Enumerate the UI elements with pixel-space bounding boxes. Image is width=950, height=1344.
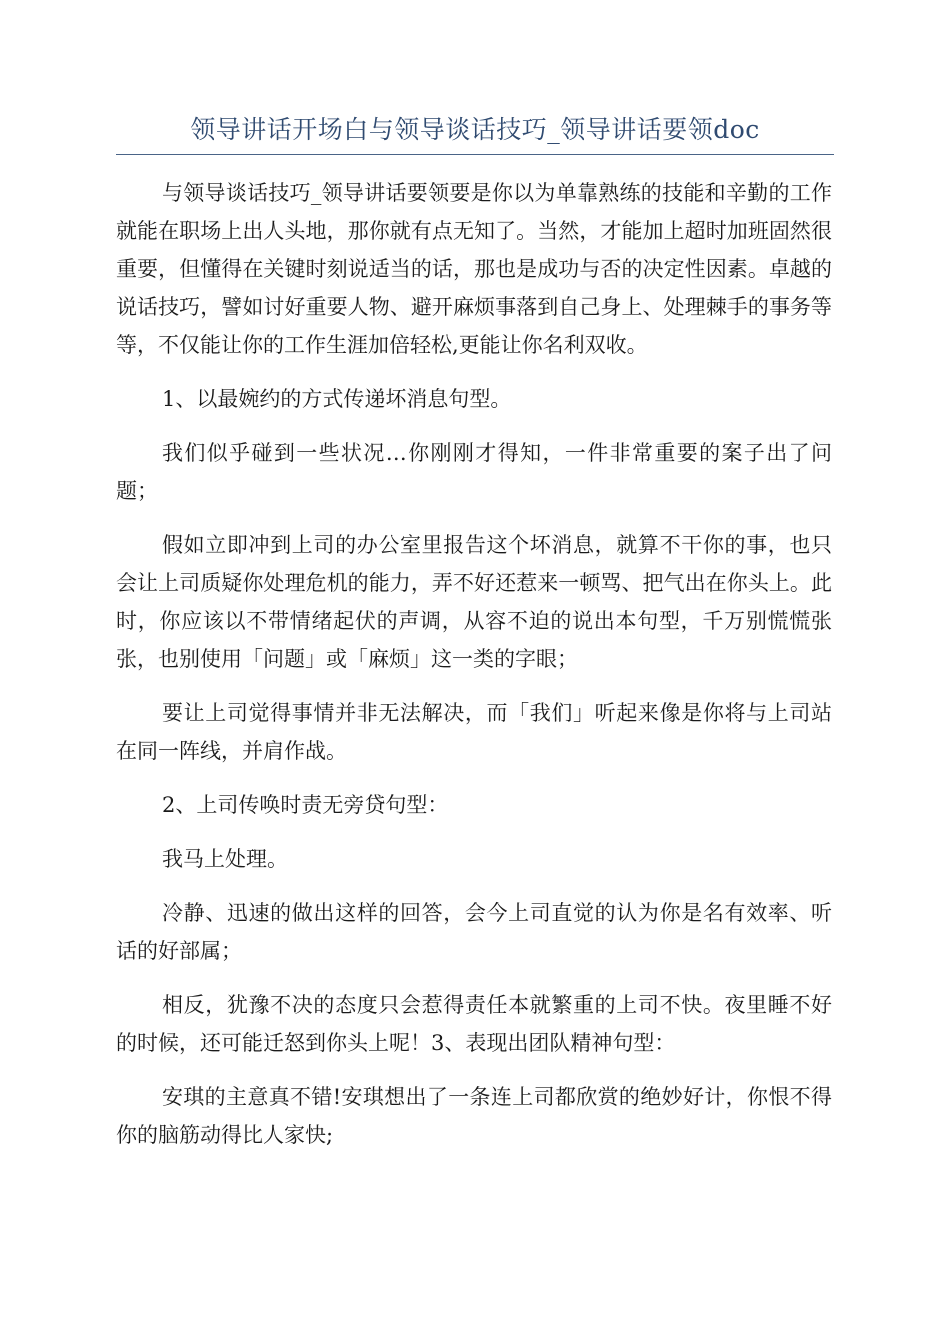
paragraph: 我马上处理。 xyxy=(162,847,288,871)
paragraph: 2、上司传唤时责无旁贷句型： xyxy=(162,793,449,817)
paragraph: 安琪的主意真不错!安琪想出了一条连上司都欣赏的绝妙好计，你恨不得你的脑筋动得比人家快; xyxy=(116,1085,832,1147)
paragraph: 我们似乎碰到一些状况…你刚刚才得知，一件非常重要的案子出了问题； xyxy=(116,441,832,503)
document-title: 领导讲话开场白与领导谈话技巧_领导讲话要领doc xyxy=(190,115,760,144)
paragraph: 相反，犹豫不决的态度只会惹得责任本就繁重的上司不快。夜里睡不好的时候，还可能迁怒到你头上呢！3、表现出团队精神句型： xyxy=(116,993,832,1055)
paragraph: 假如立即冲到上司的办公室里报告这个坏消息，就算不干你的事，也只会让上司质疑你处理危机的能力，弄不好还惹来一顿骂、把气出在你头上。此时，你应该以不带情绪起伏的声调，从容不迫的说出本句型，千万别慌慌张张，也别使用「问题」或「麻烦」这一类的字眼； xyxy=(116,533,832,671)
paragraph: 冷静、迅速的做出这样的回答，会今上司直觉的认为你是名有效率、听话的好部属； xyxy=(116,901,832,963)
title-block xyxy=(116,112,834,155)
paragraph: 与领导谈话技巧_领导讲话要领要是你以为单靠熟练的技能和辛勤的工作就能在职场上出人头地，那你就有点无知了。当然，才能加上超时加班固然很重要，但懂得在关键时刻说适当的话，那也是成功与否的决定性因素。卓越的说话技巧，譬如讨好重要人物、避开麻烦事落到自己身上、处理棘手的事务等等，不仅能让你的工作生涯加倍轻松,更能让你名利双收。 xyxy=(116,181,832,357)
paragraph: 要让上司觉得事情并非无法解决，而「我们」听起来像是你将与上司站在同一阵线，并肩作战。 xyxy=(116,701,832,763)
paragraph: 1、以最婉约的方式传递坏消息句型。 xyxy=(162,387,512,411)
document-body xyxy=(116,174,832,1170)
